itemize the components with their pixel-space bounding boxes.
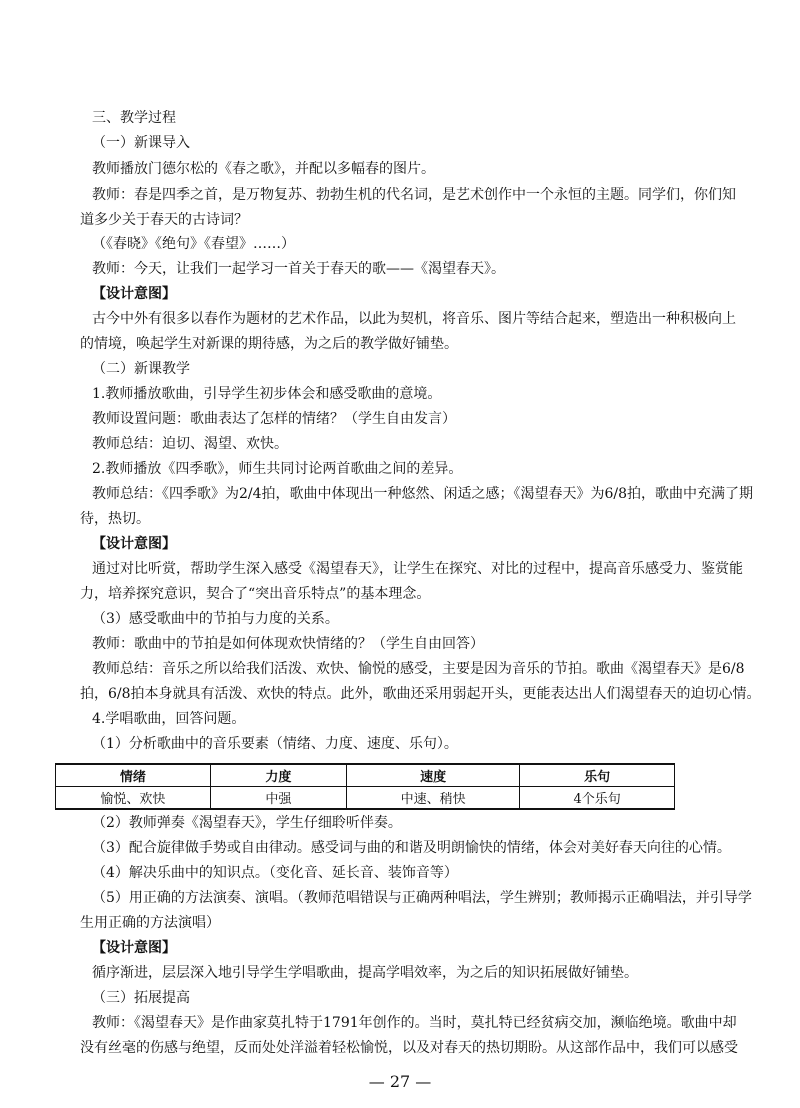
paragraph-line: 道多少关于春天的古诗词？ bbox=[80, 212, 248, 228]
paragraph-line: （1）分析歌曲中的音乐要素（情绪、力度、速度、乐句）。 bbox=[92, 736, 458, 752]
paragraph-line: （3）配合旋律做手势或自由律动。感受词与曲的和谐及明朗愉快的情绪，体会对美好春天向往的心情。 bbox=[92, 840, 731, 856]
paragraph-line: 教师：《渴望春天》是作曲家莫扎特于1791年创作的。当时，莫扎特已经贫病交加，濒临绝境。歌曲中却 bbox=[92, 1015, 737, 1031]
paragraph-line: 古今中外有很多以春作为题材的艺术作品，以此为契机，将音乐、图片等结合起来，塑造出一种积极向上 bbox=[92, 311, 736, 327]
paragraph-line: 2.教师播放《四季歌》，师生共同讨论两首歌曲之间的差异。 bbox=[92, 461, 463, 477]
table-row bbox=[56, 787, 675, 810]
table-cell: 4个乐句 bbox=[520, 787, 675, 810]
table-cell: 中速、稍快 bbox=[346, 787, 519, 810]
paragraph-line: 拍，6/8拍本身就具有活泼、欢快的特点。此外，歌曲还采用弱起开头，更能表达出人们渴望春天的迫切心情。 bbox=[80, 686, 761, 702]
paragraph-line: 没有丝毫的伤感与绝望，反而处处洋溢着轻松愉悦，以及对春天的热切期盼。从这部作品中，我们可以感受 bbox=[80, 1040, 738, 1056]
design-intent-label: 【设计意图】 bbox=[92, 536, 176, 552]
paragraph-line: （3）感受歌曲中的节拍与力度的关系。 bbox=[92, 611, 339, 627]
paragraph-line: 教师播放门德尔松的《春之歌》，并配以多幅春的图片。 bbox=[92, 161, 435, 177]
paragraph-line: （《春晓》《绝句》《春望》……） bbox=[92, 236, 295, 252]
paragraph-line: 教师总结：《四季歌》为2/4拍，歌曲中体现出一种悠然、闲适之感；《渴望春天》为6/8拍，歌曲中充满了期 bbox=[92, 486, 754, 502]
subsection-heading: （一）新课导入 bbox=[92, 135, 190, 151]
subsection-heading: （二）新课教学 bbox=[92, 361, 190, 377]
paragraph-line: 4.学唱歌曲，回答问题。 bbox=[92, 711, 246, 727]
paragraph-line: 教师：春是四季之首，是万物复苏、勃勃生机的代名词，是艺术创作中一个永恒的主题。同学们，你们知 bbox=[92, 187, 736, 203]
table-cell: 中强 bbox=[210, 787, 346, 810]
paragraph-line: 力，培养探究意识，契合了“突出音乐特点”的基本理念。 bbox=[80, 586, 431, 602]
table-header-cell: 情绪 bbox=[56, 764, 211, 787]
page-number: — 27 — bbox=[368, 1072, 432, 1091]
music-elements-table bbox=[55, 763, 675, 810]
paragraph-line: 循序渐进，层层深入地引导学生学唱歌曲，提高学唱效率，为之后的知识拓展做好铺垫。 bbox=[92, 965, 638, 981]
section-heading: 三、教学过程 bbox=[92, 110, 176, 126]
design-intent-label: 【设计意图】 bbox=[92, 286, 176, 302]
table-header-cell: 乐句 bbox=[520, 764, 675, 787]
paragraph-line: 教师总结：音乐之所以给我们活泼、欢快、愉悦的感受，主要是因为音乐的节拍。歌曲《渴望春天》是6/8 bbox=[92, 661, 745, 677]
paragraph-line: （4）解决乐曲中的知识点。（变化音、延长音、装饰音等） bbox=[92, 865, 458, 881]
table-header-cell: 速度 bbox=[346, 764, 519, 787]
paragraph-line: 待，热切。 bbox=[80, 511, 150, 527]
design-intent-label: 【设计意图】 bbox=[92, 940, 176, 956]
paragraph-line: 的情境，唤起学生对新课的期待感，为之后的教学做好铺垫。 bbox=[80, 336, 458, 352]
paragraph-line: 通过对比听赏，帮助学生深入感受《渴望春天》，让学生在探究、对比的过程中，提高音乐感受力、鉴赏能 bbox=[92, 561, 743, 577]
table-header-cell: 力度 bbox=[210, 764, 346, 787]
paragraph-line: 教师设置问题：歌曲表达了怎样的情绪？（学生自由发言） bbox=[92, 411, 456, 427]
paragraph-line: 教师总结：迫切、渴望、欢快。 bbox=[92, 436, 288, 452]
subsection-heading: （三）拓展提高 bbox=[92, 990, 190, 1006]
paragraph-line: 1.教师播放歌曲，引导学生初步体会和感受歌曲的意境。 bbox=[92, 386, 442, 402]
table-cell: 愉悦、欢快 bbox=[56, 787, 211, 810]
paragraph-line: 生用正确的方法演唱） bbox=[80, 915, 220, 931]
paragraph-line: 教师：歌曲中的节拍是如何体现欢快情绪的？（学生自由回答） bbox=[92, 636, 484, 652]
paragraph-line: 教师：今天，让我们一起学习一首关于春天的歌——《渴望春天》。 bbox=[92, 261, 505, 277]
table-header-row bbox=[56, 764, 675, 787]
paragraph-line: （5）用正确的方法演奏、演唱。（教师范唱错误与正确两种唱法，学生辨别；教师揭示正确唱法，并引导学 bbox=[92, 890, 752, 906]
paragraph-line: （2）教师弹奏《渴望春天》，学生仔细聆听伴奏。 bbox=[92, 815, 402, 831]
